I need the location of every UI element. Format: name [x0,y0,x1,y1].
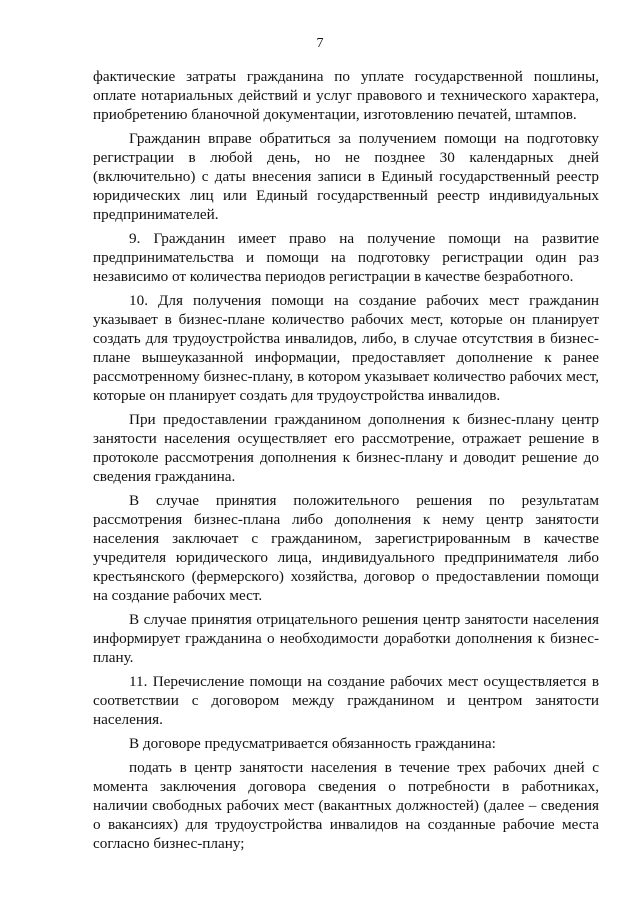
paragraph-registration-deadline: Гражданин вправе обратиться за получением помощи на подготовку регистрации в любой день, но не позднее 30 календарных дней (включительно) с даты внесения записи в Единый государственный реестр юридических лиц или Единый государственный реестр индивидуальных предпринимателей. [93,130,599,223]
paragraph-contract-obligation: В договоре предусматривается обязанность гражданина: [129,735,496,752]
paragraph-costs-continuation: фактические затраты гражданина по уплате государственной пошлины, оплате нотариальных действий и услуг правового и технического характера, приобретению бланочной документации, изготовлению печатей, штампов. [93,68,599,123]
paragraph-positive-decision: В случае принятия положительного решения по результатам рассмотрения бизнес-плана либо дополнения к нему центр занятости населения заключает с гражданином, зарегистрированным в качестве учредителя юридического лица, индивидуального предпринимателя либо крестьянского (фермерского) хозяйства, договор о предоставлении помощи на создание рабочих мест. [93,492,599,604]
paragraph-supplement-review: При предоставлении гражданином дополнения к бизнес-плану центр занятости населения осуществляет его рассмотрение, отражает решение в протоколе рассмотрения дополнения к бизнес-плану и доводит решение до сведения гражданина. [93,411,599,485]
page-number: 7 [316,36,324,51]
paragraph-clause-9: 9. Гражданин имеет право на получение помощи на развитие предпринимательства и помощи на подготовку регистрации один раз независимо от количества периодов регистрации в качестве безработного. [93,230,599,285]
paragraph-negative-decision: В случае принятия отрицательного решения центр занятости населения информирует гражданина о необходимости доработки дополнения к бизнес-плану. [93,611,599,666]
paragraph-vacancy-reporting: подать в центр занятости населения в течение трех рабочих дней с момента заключения договора сведения о потребности в работниках, наличии свободных рабочих мест (вакантных должностей) (далее – сведения о вакансиях) для трудоустройства инвалидов на созданные рабочие места согласно бизнес-плану; [93,759,599,852]
document-body [93,67,599,855]
paragraph-clause-11: 11. Перечисление помощи на создание рабочих мест осуществляется в соответствии с договором между гражданином и центром занятости населения. [93,673,599,728]
paragraph-clause-10: 10. Для получения помощи на создание рабочих мест гражданин указывает в бизнес-плане количество рабочих мест, которые он планирует создать для трудоустройства инвалидов, либо, в случае отсутствия в бизнес-плане вышеуказанной информации, предоставляет дополнение к ранее рассмотренному бизнес-плану, в котором указывает количество рабочих мест, которые он планирует создать для трудоустройства инвалидов. [93,292,599,404]
